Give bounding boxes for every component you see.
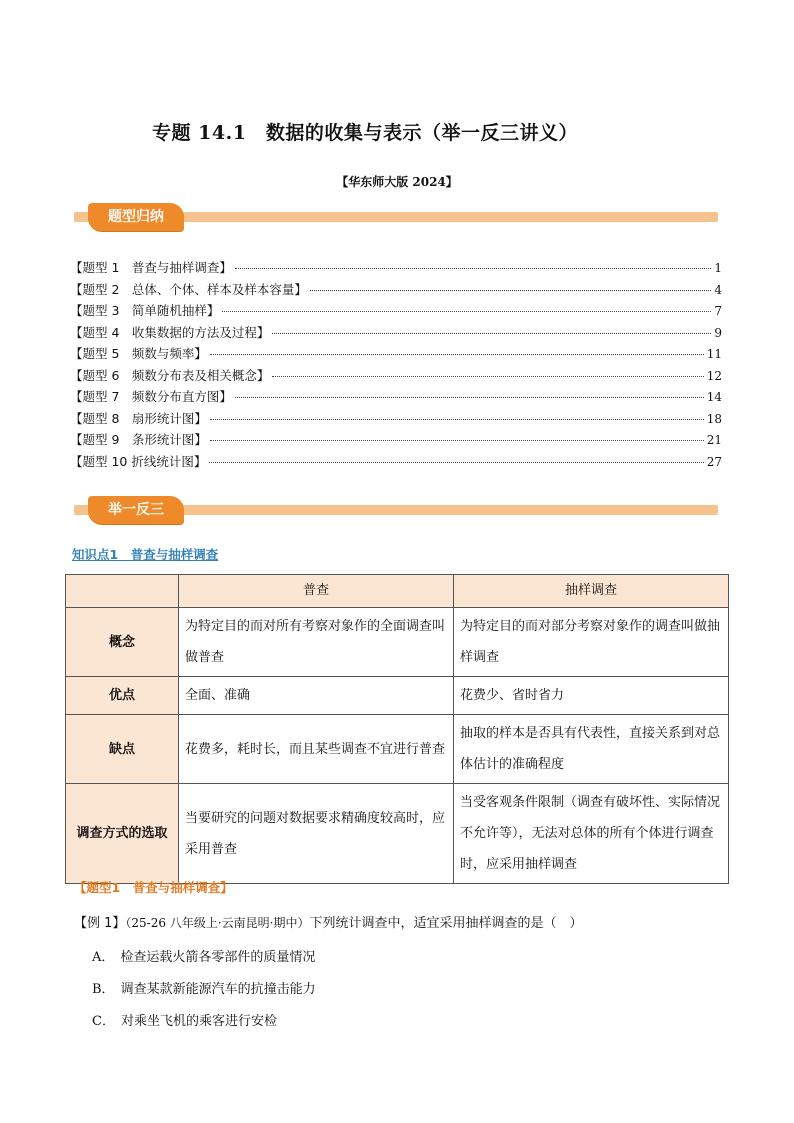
table-header-sampling: 抽样调查 bbox=[454, 575, 729, 608]
toc-item[interactable] bbox=[70, 409, 722, 431]
toc-item[interactable] bbox=[70, 323, 722, 345]
toc-leader bbox=[272, 376, 703, 377]
toc-label: 【题型 9 条形统计图】 bbox=[70, 432, 207, 447]
toc-page: 4 bbox=[714, 282, 722, 297]
document-title: 专题 14.1 数据的收集与表示（举一反三讲义） bbox=[152, 122, 578, 144]
toc-item[interactable] bbox=[70, 387, 722, 409]
banner-label: 举一反三 bbox=[88, 496, 184, 524]
toc-leader bbox=[310, 290, 711, 291]
toc-label: 【题型 1 普查与抽样调查】 bbox=[70, 260, 232, 275]
row-header: 调查方式的选取 bbox=[66, 784, 179, 884]
table-cell: 花费少、省时省力 bbox=[454, 677, 729, 715]
table-row bbox=[66, 677, 729, 715]
option-a bbox=[92, 946, 315, 965]
banner-label: 题型归纳 bbox=[88, 203, 184, 231]
toc-page: 12 bbox=[706, 368, 722, 383]
document-subtitle: 【华东师大版 2024】 bbox=[336, 175, 458, 189]
example-prefix: 【例 1】 bbox=[74, 916, 126, 931]
option-letter: A． bbox=[92, 950, 115, 965]
toc-item[interactable] bbox=[70, 258, 722, 280]
table-cell: 当要研究的问题对数据要求精确度较高时，应采用普查 bbox=[179, 784, 454, 884]
table-cell: 为特定目的而对部分考察对象作的调查叫做抽样调查 bbox=[454, 608, 729, 677]
example-text: 下列统计调查中，适宜采用抽样调查的是（ ） bbox=[309, 916, 583, 931]
toc-label: 【题型 7 频数分布直方图】 bbox=[70, 389, 232, 404]
comparison-table bbox=[65, 574, 729, 884]
question-type-heading: 【题型1 普查与抽样调查】 bbox=[74, 880, 233, 895]
table-cell: 全面、准确 bbox=[179, 677, 454, 715]
option-text: 调查某款新能源汽车的抗撞击能力 bbox=[120, 982, 316, 997]
section-banner-types bbox=[74, 203, 718, 233]
example-source: （25-26 八年级上·云南昆明·期中） bbox=[125, 916, 310, 930]
toc-leader bbox=[210, 419, 704, 420]
option-letter: B． bbox=[92, 982, 115, 997]
toc-page: 7 bbox=[714, 304, 722, 318]
row-header: 概念 bbox=[66, 608, 179, 677]
toc-item[interactable] bbox=[70, 280, 722, 302]
toc-label: 【题型 3 简单随机抽样】 bbox=[70, 303, 220, 318]
row-header: 缺点 bbox=[66, 715, 179, 784]
row-header: 优点 bbox=[66, 677, 179, 715]
toc-item[interactable] bbox=[70, 301, 722, 323]
toc-item[interactable] bbox=[70, 344, 722, 366]
toc-label: 【题型 6 频数分布表及相关概念】 bbox=[70, 367, 270, 383]
toc-leader bbox=[235, 397, 704, 398]
table-of-contents bbox=[70, 258, 722, 473]
table-header-row bbox=[66, 575, 729, 608]
toc-page: 1 bbox=[714, 261, 722, 275]
toc-leader bbox=[209, 462, 703, 463]
toc-page: 21 bbox=[706, 433, 722, 447]
option-letter: C． bbox=[92, 1014, 115, 1029]
toc-item[interactable] bbox=[70, 452, 722, 474]
option-text: 对乘坐飞机的乘客进行安检 bbox=[120, 1014, 277, 1029]
option-c bbox=[92, 1010, 277, 1029]
table-cell: 为特定目的而对所有考察对象作的全面调查叫做普查 bbox=[179, 608, 454, 677]
toc-item[interactable] bbox=[70, 430, 722, 452]
toc-leader bbox=[222, 311, 711, 312]
toc-page: 11 bbox=[706, 347, 722, 361]
option-text: 检查运载火箭各零部件的质量情况 bbox=[120, 950, 316, 965]
table-header-census: 普查 bbox=[179, 575, 454, 608]
toc-label: 【题型 5 频数与频率】 bbox=[70, 346, 207, 361]
toc-leader bbox=[210, 440, 704, 441]
toc-leader bbox=[272, 333, 711, 334]
table-cell: 抽取的样本是否具有代表性，直接关系到对总体估计的准确程度 bbox=[454, 715, 729, 784]
toc-label: 【题型 2 总体、个体、样本及样本容量】 bbox=[70, 281, 307, 297]
example-question bbox=[74, 912, 582, 931]
option-b bbox=[92, 978, 316, 997]
toc-label: 【题型 10 折线统计图】 bbox=[70, 453, 207, 469]
toc-page: 14 bbox=[706, 390, 722, 404]
knowledge-point-heading: 知识点1 普查与抽样调查 bbox=[72, 547, 219, 562]
toc-page: 18 bbox=[706, 411, 722, 426]
table-row bbox=[66, 784, 729, 884]
table-row bbox=[66, 715, 729, 784]
table-header-corner bbox=[66, 575, 179, 608]
toc-leader bbox=[235, 268, 711, 269]
toc-leader bbox=[210, 354, 704, 355]
toc-item[interactable] bbox=[70, 366, 722, 388]
toc-page: 9 bbox=[714, 325, 722, 340]
toc-label: 【题型 4 收集数据的方法及过程】 bbox=[70, 324, 270, 340]
section-banner-examples bbox=[74, 496, 718, 526]
table-cell: 花费多，耗时长，而且某些调查不宜进行普查 bbox=[179, 715, 454, 784]
table-row bbox=[66, 608, 729, 677]
toc-page: 27 bbox=[706, 454, 722, 469]
table-cell: 当受客观条件限制（调查有破坏性、实际情况不允许等），无法对总体的所有个体进行调查时，应采用抽样调查 bbox=[454, 784, 729, 884]
toc-label: 【题型 8 扇形统计图】 bbox=[70, 410, 207, 426]
